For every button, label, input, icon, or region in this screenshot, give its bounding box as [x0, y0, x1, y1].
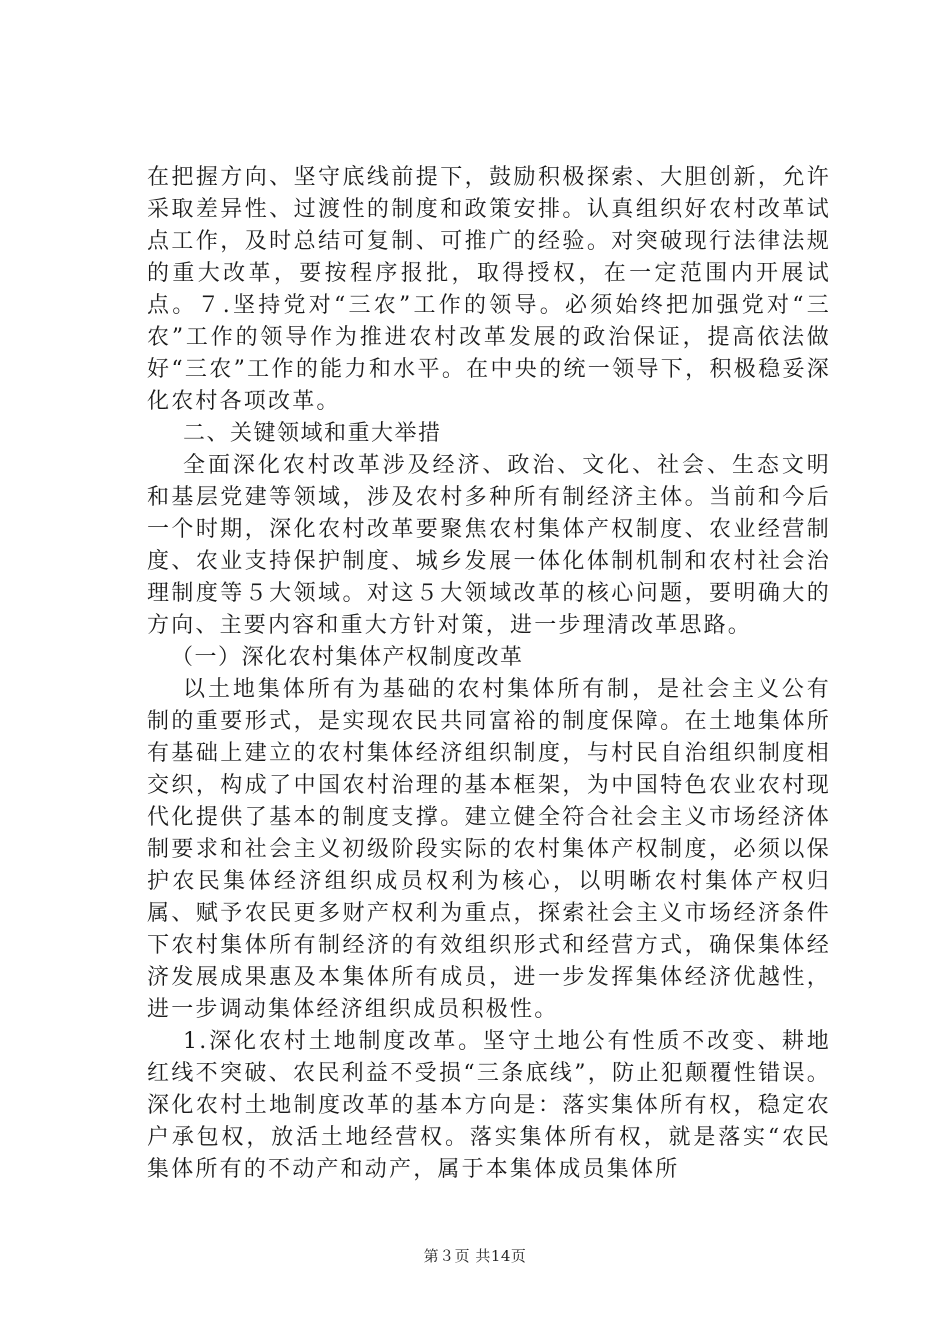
page-footer-page-number: 第３页 共14页: [423, 1247, 527, 1265]
paragraph-collective-ownership: 以土地集体所有为基础的农村集体所有制，是社会主义公有制的重要形式，是实现农民共同富裕的制度保障。在土地集体所有基础上建立的农村集体经济组织制度，与村民自治组织制度相交织，构成了中国农村治理的基本框架，为中国特色农业农村现代化提供了基本的制度支撑。建立健全符合社会主义市场经济体制要求和社会主义初级阶段实际的农村集体产权制度，必须以保护农民集体经济组织成员权利为核心，以明晰农村集体产权归属、赋予农民更多财产权利为重点，探索社会主义市场经济条件下农村集体所有制经济的有效组织形式和经营方式，确保集体经济发展成果惠及本集体所有成员，进一步发挥集体经济优越性，进一步调动集体经济组织成员积极性。: [147, 677, 831, 1022]
section-heading-key-areas: 二、关键领域和重大举措: [183, 421, 442, 446]
paragraph-key-areas-overview: 全面深化农村改革涉及经济、政治、文化、社会、生态文明和基层党建等领域，涉及农村多种所有制经济主体。当前和今后一个时期，深化农村改革要聚焦农村集体产权制度、农业经营制度、农业支持保护制度、城乡发展一体化体制机制和农村社会治理制度等５大领域。对这５大领域改革的核心问题，要明确大的方向、主要内容和重大方针对策，进一步理清改革思路。: [147, 453, 831, 638]
subsection-heading-collective-property: （一）深化农村集体产权制度改革: [171, 645, 524, 670]
document-body: [147, 162, 831, 1186]
paragraph-land-system-reform: 1.深化农村土地制度改革。坚守土地公有性质不改变、耕地红线不突破、农民利益不受损“三条底线”，防止犯颠覆性错误。深化农村土地制度改革的基本方向是：落实集体所有权，稳定农户承包权，放活土地经营权。落实集体所有权，就是落实“农民集体所有的不动产和动产，属于本集体成员集体所: [147, 1029, 831, 1182]
paragraph-reform-principles: 在把握方向、坚守底线前提下，鼓励积极探索、大胆创新，允许采取差异性、过渡性的制度和政策安排。认真组织好农村改革试点工作，及时总结可复制、可推广的经验。对突破现行法律法规的重大改革，要按程序报批，取得授权，在一定范围内开展试点。７.坚持党对“三农”工作的领导。必须始终把加强党对“三农”工作的领导作为推进农村改革发展的政治保证，提高依法做好“三农”工作的能力和水平。在中央的统一领导下，积极稳妥深化农村各项改革。: [147, 165, 831, 414]
